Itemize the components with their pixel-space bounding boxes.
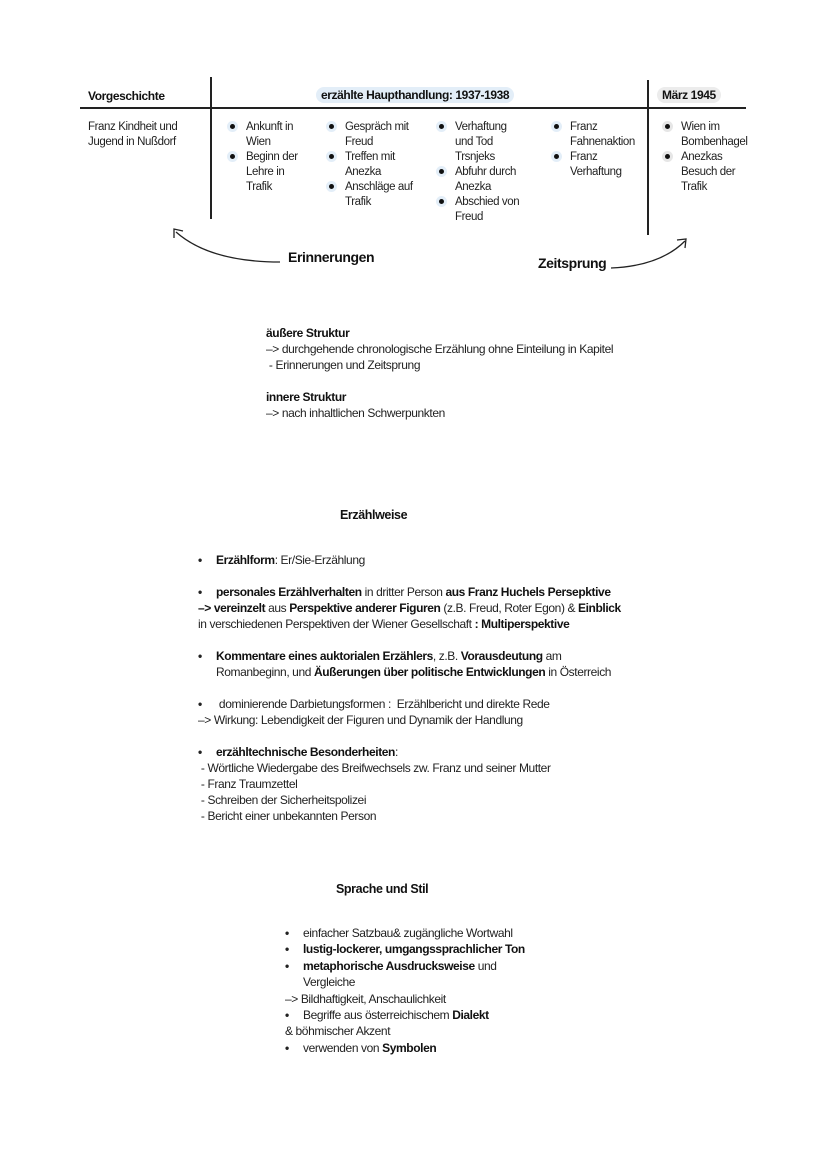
bold-text: Äußerungen über politische Entwicklungen xyxy=(313,665,546,679)
text-line xyxy=(285,991,525,1007)
event-line: Besuch der xyxy=(681,166,736,178)
event-line: Beginn der xyxy=(246,151,298,163)
bold-text: lustig-lockerer, umgangssprachlicher Ton xyxy=(303,942,525,957)
text-line xyxy=(198,744,621,760)
event-line: Franz xyxy=(570,121,598,133)
bullet-icon: • xyxy=(198,585,202,599)
text: - Schreiben der Sicherheitspolizei xyxy=(198,793,367,807)
text: am xyxy=(542,649,562,663)
text-line xyxy=(198,616,621,632)
event-line: Trafik xyxy=(246,181,272,193)
event-line: Anezkas xyxy=(681,151,723,163)
bold-text: Dialekt xyxy=(452,1008,489,1023)
text-line xyxy=(285,958,525,974)
paragraph xyxy=(198,744,621,824)
text-line xyxy=(285,1040,525,1056)
paragraph xyxy=(198,696,621,728)
text: Begriffe aus österreichischem xyxy=(303,1008,453,1023)
event-line: Freud xyxy=(345,136,374,148)
text: Vergleiche xyxy=(303,975,356,990)
event-line: Franz xyxy=(570,151,598,163)
event-line: Wien xyxy=(246,136,271,148)
text: - Wörtliche Wiedergabe des Breifwechsels zw. Franz und seiner Mutter xyxy=(198,761,551,775)
text-line xyxy=(198,696,621,712)
event-line: Abschied von xyxy=(455,196,520,208)
event-line: Freud xyxy=(455,211,484,223)
text-line xyxy=(198,760,621,776)
paragraph xyxy=(198,584,621,632)
paragraph xyxy=(198,552,621,568)
event-line: Anezka xyxy=(455,181,491,193)
bold-text: Einblick xyxy=(578,601,621,615)
bold-text: personales Erzählverhalten xyxy=(216,585,362,599)
text-line xyxy=(198,792,621,808)
text-line xyxy=(198,552,621,568)
event-line: Anschläge auf xyxy=(345,181,413,193)
arrows-layer xyxy=(0,0,828,300)
bold-text: innere Struktur xyxy=(266,390,347,404)
bullet-icon: • xyxy=(285,1040,289,1055)
text-line xyxy=(266,357,613,373)
text: & böhmischer Akzent xyxy=(285,1024,391,1039)
event-line: Fahnenaktion xyxy=(570,136,635,148)
text-line xyxy=(198,648,621,664)
text: in Österreich xyxy=(545,665,612,679)
event-line: Gespräch mit xyxy=(345,121,409,133)
bold-text: metaphorische Ausdrucksweise xyxy=(303,958,475,973)
text: –> Wirkung: Lebendigkeit der Figuren und Dynamik der Handlung xyxy=(198,713,523,727)
event-line: Ankunft in xyxy=(246,121,294,133)
header-vorgeschichte: Vorgeschichte xyxy=(88,89,165,103)
erzaehlweise-section xyxy=(198,552,621,840)
text: - Franz Traumzettel xyxy=(198,777,298,791)
struktur-section xyxy=(266,325,613,437)
bold-text: äußere Struktur xyxy=(266,326,350,340)
sprache-title: Sprache und Stil xyxy=(336,882,429,896)
bold-text: Vorausdeutung xyxy=(460,649,543,663)
bullet-icon: • xyxy=(198,553,202,567)
erzaehlweise-title: Erzählweise xyxy=(340,508,408,522)
label-zeitsprung: Zeitsprung xyxy=(538,255,607,271)
bullet-icon: • xyxy=(198,649,202,663)
paragraph xyxy=(285,925,525,1056)
bullet-icon: • xyxy=(285,958,289,973)
event-line: Treffen mit xyxy=(345,151,395,163)
text-line: Jugend in Nußdorf xyxy=(88,136,176,148)
text-line xyxy=(198,776,621,792)
header-haupthandlung: erzählte Haupthandlung: 1937-1938 xyxy=(316,87,514,103)
text-line xyxy=(198,712,621,728)
text-line xyxy=(285,925,525,941)
arrow-right-icon xyxy=(611,239,686,268)
text: aus xyxy=(265,601,290,615)
bold-text: –> vereinzelt xyxy=(198,601,266,615)
bold-text: Symbolen xyxy=(382,1040,437,1055)
text-line: Franz Kindheit und xyxy=(88,121,178,133)
bullet-icon: • xyxy=(285,942,289,957)
text-line xyxy=(198,600,621,616)
text-line xyxy=(198,808,621,824)
bullet-icon: • xyxy=(285,926,289,940)
text-line xyxy=(198,584,621,600)
text-line xyxy=(266,405,613,421)
text-line xyxy=(266,325,613,341)
header-maerz-1945: März 1945 xyxy=(657,87,721,103)
text: , z.B. xyxy=(432,649,461,663)
event-line: Anezka xyxy=(345,166,381,178)
event-line: Verhaftung xyxy=(455,121,507,133)
text-line xyxy=(285,974,525,990)
bold-text: Erzählform xyxy=(216,553,275,567)
event-line: Abfuhr durch xyxy=(455,166,517,178)
text: : Er/Sie-Erzählung xyxy=(274,553,365,567)
bullet-icon: • xyxy=(198,745,202,759)
text: Romanbeginn, und xyxy=(216,665,314,679)
bold-text: erzähltechnische Besonderheiten xyxy=(216,745,395,759)
event-line: Trsnjeks xyxy=(455,151,495,163)
text-line xyxy=(266,389,613,405)
event-line: Wien im xyxy=(681,121,720,133)
paragraph xyxy=(266,325,613,373)
text: und xyxy=(474,958,497,973)
bullet-icon: • xyxy=(285,1008,289,1023)
text: in verschiedenen Perspektiven der Wiener Gesellschaft xyxy=(198,617,475,631)
text-line xyxy=(198,664,621,680)
text-line xyxy=(285,941,525,957)
text: - Bericht einer unbekannten Person xyxy=(198,809,377,823)
text: –> nach inhaltlichen Schwerpunkten xyxy=(266,406,445,420)
bold-text: aus Franz Huchels Persepktive xyxy=(445,585,611,599)
text: verwenden von xyxy=(303,1040,383,1055)
text: –> durchgehende chronologische Erzählung ohne Einteilung in Kapitel xyxy=(266,342,614,356)
bold-text: Kommentare eines auktorialen Erzählers xyxy=(216,649,433,663)
event-line: Trafik xyxy=(345,196,371,208)
text: in dritter Person xyxy=(361,585,446,599)
event-line: und Tod xyxy=(455,136,493,148)
event-line: Bombenhagel xyxy=(681,136,748,148)
label-erinnerungen: Erinnerungen xyxy=(288,249,375,265)
text: –> Bildhaftigkeit, Anschaulichkeit xyxy=(285,991,446,1006)
bold-text: Perspektive anderer Figuren xyxy=(289,601,441,615)
text: dominierende Darbietungsformen : Erzählbericht und direkte Rede xyxy=(216,697,550,711)
text: einfacher Satzbau& zugängliche Wortwahl xyxy=(303,926,513,940)
event-line: Verhaftung xyxy=(570,166,622,178)
sprache-section xyxy=(285,925,525,1072)
paragraph xyxy=(266,389,613,421)
text-line xyxy=(285,1007,525,1023)
text: - Erinnerungen und Zeitsprung xyxy=(266,358,421,372)
bullet-icon: • xyxy=(198,697,202,711)
event-line: Lehre in xyxy=(246,166,285,178)
paragraph xyxy=(198,648,621,680)
arrow-left-icon xyxy=(174,229,280,262)
bold-text: : Multiperspektive xyxy=(474,617,570,631)
text-line xyxy=(285,1023,525,1039)
event-line: Trafik xyxy=(681,181,707,193)
text: : xyxy=(395,745,398,759)
text-line xyxy=(266,341,613,357)
text: (z.B. Freud, Roter Egon) & xyxy=(440,601,579,615)
